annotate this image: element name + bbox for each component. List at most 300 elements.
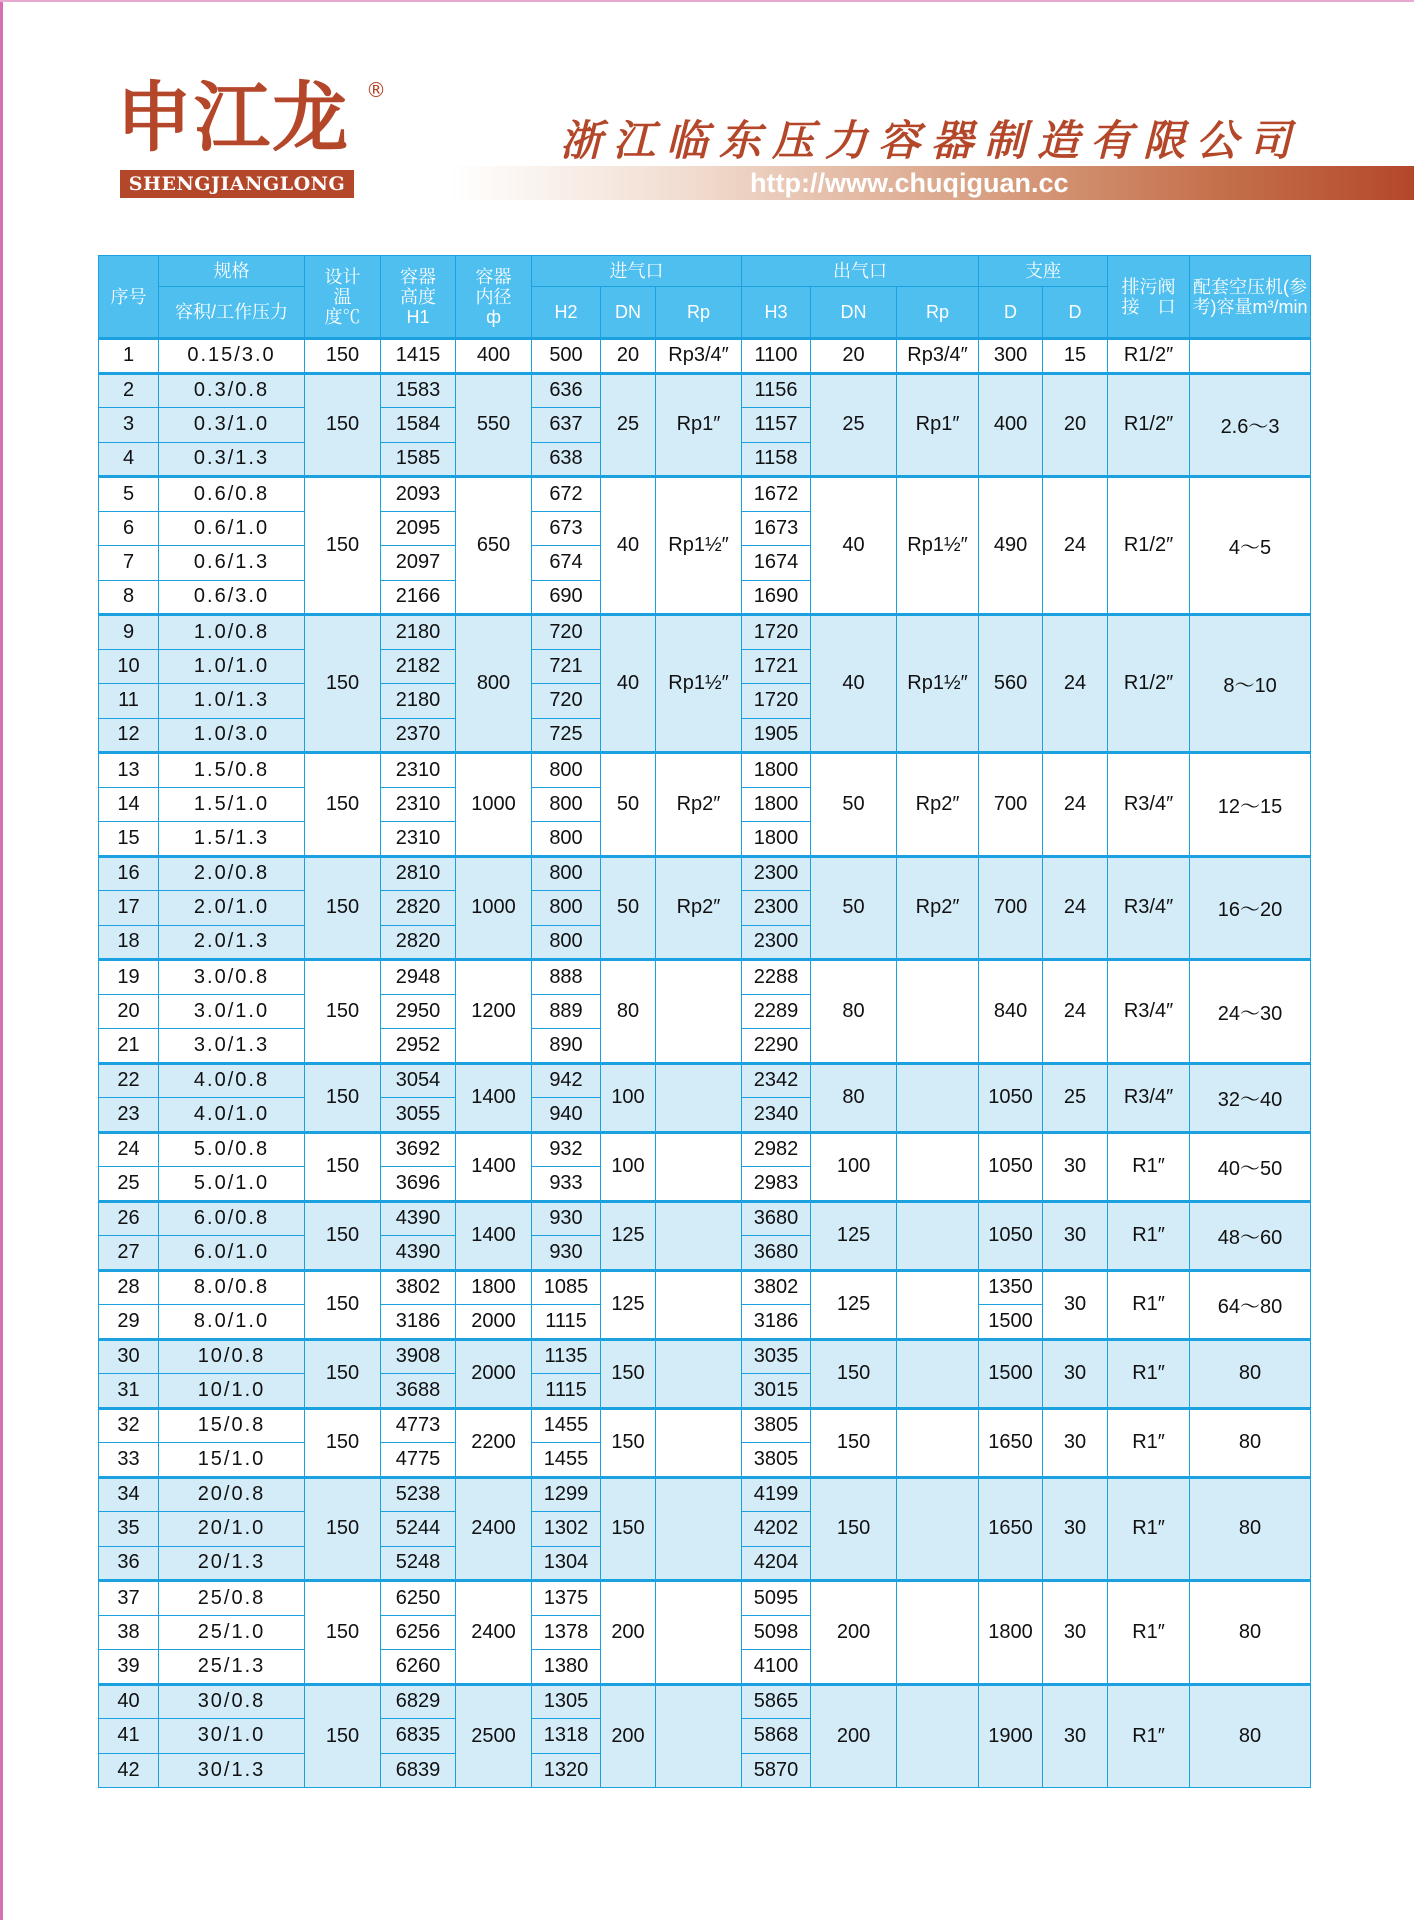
header-rp-in: Rp	[656, 287, 742, 339]
cell-no: 30	[99, 1339, 159, 1374]
cell-no: 33	[99, 1443, 159, 1478]
cell-dn-out: 50	[811, 856, 897, 960]
table-body	[99, 339, 1311, 1788]
table-row	[99, 373, 1311, 408]
cell-h1: 1415	[381, 339, 456, 374]
cell-dn-out: 200	[811, 1684, 897, 1788]
cell-h2: 638	[532, 442, 601, 477]
cell-h2: 800	[532, 891, 601, 926]
cell-d2: 25	[1043, 1063, 1108, 1132]
cell-dn-in: 40	[601, 615, 656, 753]
cell-rp-out: Rp1½″	[897, 615, 979, 753]
cell-no: 28	[99, 1270, 159, 1305]
header-rp-out: Rp	[897, 287, 979, 339]
cell-no: 16	[99, 856, 159, 891]
cell-d2: 30	[1043, 1684, 1108, 1788]
cell-spec: 0.6/1.0	[159, 511, 305, 546]
cell-no: 4	[99, 442, 159, 477]
cell-h1: 1585	[381, 442, 456, 477]
cell-drain: R1″	[1108, 1408, 1190, 1477]
cell-drain: R1/2″	[1108, 615, 1190, 753]
cell-temp: 150	[305, 1270, 381, 1339]
cell-rp-in	[656, 1339, 742, 1408]
cell-h2: 673	[532, 511, 601, 546]
table-row	[99, 1270, 1311, 1305]
cell-comp: 32～40	[1190, 1063, 1311, 1132]
header-support: 支座	[979, 256, 1108, 287]
cell-h2: 500	[532, 339, 601, 374]
cell-drain: R1/2″	[1108, 373, 1190, 477]
table-row	[99, 615, 1311, 650]
cell-spec: 1.5/0.8	[159, 753, 305, 788]
specification-table	[98, 255, 1311, 1788]
cell-h2: 690	[532, 580, 601, 615]
cell-h1: 3692	[381, 1132, 456, 1167]
cell-d1: 1500	[979, 1305, 1043, 1340]
cell-comp: 2.6～3	[1190, 373, 1311, 477]
cell-spec: 10/1.0	[159, 1374, 305, 1409]
cell-h3: 2340	[742, 1098, 811, 1133]
cell-spec: 4.0/1.0	[159, 1098, 305, 1133]
cell-h2: 1320	[532, 1753, 601, 1788]
header-diameter: 容器内径ф	[456, 256, 532, 339]
cell-spec: 0.3/1.0	[159, 408, 305, 443]
cell-h1: 3055	[381, 1098, 456, 1133]
cell-dn-in: 150	[601, 1408, 656, 1477]
cell-spec: 0.3/1.3	[159, 442, 305, 477]
cell-d2: 24	[1043, 753, 1108, 857]
cell-spec: 20/1.0	[159, 1512, 305, 1547]
cell-dia: 1200	[456, 960, 532, 1064]
cell-d1: 840	[979, 960, 1043, 1064]
cell-dn-in: 50	[601, 856, 656, 960]
cell-dn-out: 200	[811, 1581, 897, 1685]
cell-rp-out: Rp2″	[897, 856, 979, 960]
table-row	[99, 1063, 1311, 1098]
cell-h1: 1584	[381, 408, 456, 443]
cell-h2: 800	[532, 856, 601, 891]
cell-rp-out	[897, 1581, 979, 1685]
cell-h1: 4390	[381, 1236, 456, 1271]
cell-h3: 1720	[742, 684, 811, 719]
cell-h1: 2097	[381, 546, 456, 581]
cell-h3: 2289	[742, 994, 811, 1029]
cell-h3: 2290	[742, 1029, 811, 1064]
cell-spec: 6.0/1.0	[159, 1236, 305, 1271]
cell-h1: 2310	[381, 822, 456, 857]
brand-logo-en: SHENGJIANGLONG	[120, 170, 354, 198]
cell-rp-out	[897, 1132, 979, 1201]
cell-h1: 3696	[381, 1167, 456, 1202]
cell-rp-out	[897, 1270, 979, 1339]
cell-h1: 1583	[381, 373, 456, 408]
cell-dn-in: 125	[601, 1201, 656, 1270]
cell-rp-in	[656, 960, 742, 1064]
cell-h1: 5238	[381, 1477, 456, 1512]
cell-h3: 2300	[742, 925, 811, 960]
cell-comp: 80	[1190, 1339, 1311, 1408]
cell-h1: 2948	[381, 960, 456, 995]
cell-h1: 2093	[381, 477, 456, 512]
cell-d1: 700	[979, 856, 1043, 960]
header-inlet: 进气口	[532, 256, 742, 287]
cell-h3: 5095	[742, 1581, 811, 1616]
cell-spec: 20/1.3	[159, 1546, 305, 1581]
header-compressor: 配套空压机(参考)容量m³/min	[1190, 256, 1311, 339]
cell-spec: 30/1.3	[159, 1753, 305, 1788]
cell-h1: 2950	[381, 994, 456, 1029]
cell-no: 11	[99, 684, 159, 719]
cell-h2: 1115	[532, 1374, 601, 1409]
cell-drain: R1″	[1108, 1581, 1190, 1685]
brand-logo-cn: 申江龙	[116, 73, 350, 162]
table-row	[99, 1201, 1311, 1236]
cell-temp: 150	[305, 1339, 381, 1408]
table-row	[99, 960, 1311, 995]
cell-h2: 720	[532, 615, 601, 650]
cell-dn-out: 125	[811, 1201, 897, 1270]
cell-dn-in: 80	[601, 960, 656, 1064]
cell-d1: 560	[979, 615, 1043, 753]
cell-dn-in: 50	[601, 753, 656, 857]
cell-h1: 5244	[381, 1512, 456, 1547]
cell-h3: 2982	[742, 1132, 811, 1167]
cell-d2: 30	[1043, 1201, 1108, 1270]
cell-drain: R3/4″	[1108, 856, 1190, 960]
cell-comp: 8～10	[1190, 615, 1311, 753]
cell-d1: 1650	[979, 1408, 1043, 1477]
cell-rp-in	[656, 1132, 742, 1201]
header-height: 容器高度H1	[381, 256, 456, 339]
cell-spec: 2.0/1.3	[159, 925, 305, 960]
cell-h3: 1690	[742, 580, 811, 615]
cell-h2: 672	[532, 477, 601, 512]
cell-spec: 20/0.8	[159, 1477, 305, 1512]
cell-no: 34	[99, 1477, 159, 1512]
cell-temp: 150	[305, 339, 381, 374]
page-edge-left	[0, 0, 3, 1920]
website-url[interactable]: http://www.chuqiguan.cc	[750, 168, 1069, 198]
cell-h3: 5098	[742, 1615, 811, 1650]
cell-h1: 3688	[381, 1374, 456, 1409]
cell-no: 22	[99, 1063, 159, 1098]
header-outlet: 出气口	[742, 256, 979, 287]
cell-d1: 1500	[979, 1339, 1043, 1408]
cell-spec: 8.0/1.0	[159, 1305, 305, 1340]
table-row	[99, 1581, 1311, 1616]
cell-h1: 6835	[381, 1719, 456, 1754]
cell-h2: 1304	[532, 1546, 601, 1581]
cell-h3: 1100	[742, 339, 811, 374]
table-row	[99, 1132, 1311, 1167]
cell-no: 8	[99, 580, 159, 615]
cell-spec: 0.6/1.3	[159, 546, 305, 581]
cell-no: 32	[99, 1408, 159, 1443]
cell-h2: 1455	[532, 1408, 601, 1443]
header-spec-group: 规格	[159, 256, 305, 287]
cell-drain: R1″	[1108, 1684, 1190, 1788]
cell-spec: 2.0/1.0	[159, 891, 305, 926]
cell-rp-in	[656, 1063, 742, 1132]
cell-no: 2	[99, 373, 159, 408]
cell-no: 26	[99, 1201, 159, 1236]
cell-dn-in: 200	[601, 1684, 656, 1788]
cell-h2: 725	[532, 718, 601, 753]
cell-h2: 636	[532, 373, 601, 408]
cell-h2: 888	[532, 960, 601, 995]
page-edge-top	[0, 0, 1414, 2]
cell-no: 3	[99, 408, 159, 443]
cell-rp-in: Rp2″	[656, 753, 742, 857]
cell-drain: R1″	[1108, 1201, 1190, 1270]
cell-no: 38	[99, 1615, 159, 1650]
cell-d1: 1050	[979, 1132, 1043, 1201]
cell-h2: 890	[532, 1029, 601, 1064]
cell-spec: 0.6/0.8	[159, 477, 305, 512]
cell-temp: 150	[305, 753, 381, 857]
cell-dn-in: 150	[601, 1339, 656, 1408]
cell-no: 36	[99, 1546, 159, 1581]
cell-spec: 3.0/1.0	[159, 994, 305, 1029]
cell-h1: 2370	[381, 718, 456, 753]
cell-h1: 5248	[381, 1546, 456, 1581]
registered-mark: ®	[366, 78, 386, 102]
cell-dn-in: 100	[601, 1132, 656, 1201]
cell-spec: 3.0/0.8	[159, 960, 305, 995]
cell-h2: 933	[532, 1167, 601, 1202]
cell-comp: 80	[1190, 1408, 1311, 1477]
cell-dia: 650	[456, 477, 532, 615]
cell-temp: 150	[305, 477, 381, 615]
cell-h3: 3680	[742, 1236, 811, 1271]
cell-h2: 889	[532, 994, 601, 1029]
cell-spec: 30/1.0	[159, 1719, 305, 1754]
cell-no: 23	[99, 1098, 159, 1133]
cell-no: 18	[99, 925, 159, 960]
cell-h3: 3035	[742, 1339, 811, 1374]
cell-spec: 1.0/1.3	[159, 684, 305, 719]
cell-no: 37	[99, 1581, 159, 1616]
cell-rp-out	[897, 1408, 979, 1477]
cell-h3: 1672	[742, 477, 811, 512]
cell-dn-out: 80	[811, 960, 897, 1064]
cell-h1: 3802	[381, 1270, 456, 1305]
cell-no: 14	[99, 787, 159, 822]
cell-spec: 6.0/0.8	[159, 1201, 305, 1236]
cell-spec: 0.3/0.8	[159, 373, 305, 408]
cell-drain: R3/4″	[1108, 753, 1190, 857]
cell-dn-in: 100	[601, 1063, 656, 1132]
cell-h2: 637	[532, 408, 601, 443]
cell-h3: 2342	[742, 1063, 811, 1098]
cell-dia: 2200	[456, 1408, 532, 1477]
cell-spec: 5.0/1.0	[159, 1167, 305, 1202]
cell-h3: 1800	[742, 753, 811, 788]
cell-temp: 150	[305, 1581, 381, 1685]
cell-comp	[1190, 339, 1311, 374]
cell-spec: 0.15/3.0	[159, 339, 305, 374]
cell-temp: 150	[305, 1201, 381, 1270]
cell-spec: 1.0/3.0	[159, 718, 305, 753]
cell-spec: 10/0.8	[159, 1339, 305, 1374]
cell-dia: 2000	[456, 1305, 532, 1340]
cell-d1: 300	[979, 339, 1043, 374]
cell-h2: 930	[532, 1236, 601, 1271]
cell-d2: 30	[1043, 1581, 1108, 1685]
cell-temp: 150	[305, 1408, 381, 1477]
cell-dia: 2000	[456, 1339, 532, 1408]
header-dn-out: DN	[811, 287, 897, 339]
cell-h1: 6250	[381, 1581, 456, 1616]
cell-h3: 2288	[742, 960, 811, 995]
cell-no: 31	[99, 1374, 159, 1409]
cell-h2: 800	[532, 822, 601, 857]
cell-h1: 2180	[381, 684, 456, 719]
cell-spec: 5.0/0.8	[159, 1132, 305, 1167]
cell-rp-in	[656, 1684, 742, 1788]
cell-h3: 2300	[742, 891, 811, 926]
cell-h2: 1305	[532, 1684, 601, 1719]
cell-comp: 4～5	[1190, 477, 1311, 615]
cell-h3: 3680	[742, 1201, 811, 1236]
cell-h2: 1299	[532, 1477, 601, 1512]
cell-dn-out: 80	[811, 1063, 897, 1132]
cell-h3: 1673	[742, 511, 811, 546]
cell-h2: 1085	[532, 1270, 601, 1305]
cell-d1: 1350	[979, 1270, 1043, 1305]
cell-d2: 30	[1043, 1270, 1108, 1339]
cell-d1: 1900	[979, 1684, 1043, 1788]
cell-no: 10	[99, 649, 159, 684]
cell-spec: 2.0/0.8	[159, 856, 305, 891]
cell-dia: 1800	[456, 1270, 532, 1305]
table-row	[99, 1684, 1311, 1719]
cell-no: 19	[99, 960, 159, 995]
cell-spec: 1.5/1.0	[159, 787, 305, 822]
cell-dn-out: 150	[811, 1339, 897, 1408]
cell-no: 35	[99, 1512, 159, 1547]
cell-no: 5	[99, 477, 159, 512]
cell-spec: 15/1.0	[159, 1443, 305, 1478]
cell-drain: R1″	[1108, 1132, 1190, 1201]
cell-temp: 150	[305, 615, 381, 753]
cell-rp-in	[656, 1581, 742, 1685]
cell-dia: 1000	[456, 753, 532, 857]
cell-d2: 20	[1043, 373, 1108, 477]
cell-rp-out	[897, 1477, 979, 1581]
cell-dn-in: 125	[601, 1270, 656, 1339]
cell-h3: 2983	[742, 1167, 811, 1202]
cell-dia: 2400	[456, 1581, 532, 1685]
cell-dia: 400	[456, 339, 532, 374]
cell-h3: 2300	[742, 856, 811, 891]
cell-rp-out	[897, 1201, 979, 1270]
cell-comp: 16～20	[1190, 856, 1311, 960]
cell-spec: 30/0.8	[159, 1684, 305, 1719]
cell-h2: 674	[532, 546, 601, 581]
cell-dn-in: 200	[601, 1581, 656, 1685]
cell-h3: 4202	[742, 1512, 811, 1547]
cell-h1: 4773	[381, 1408, 456, 1443]
cell-rp-in: Rp1½″	[656, 477, 742, 615]
cell-h3: 3805	[742, 1408, 811, 1443]
cell-d1: 1050	[979, 1063, 1043, 1132]
cell-h1: 3054	[381, 1063, 456, 1098]
cell-dn-in: 40	[601, 477, 656, 615]
cell-h3: 3015	[742, 1374, 811, 1409]
cell-temp: 150	[305, 1132, 381, 1201]
cell-drain: R1/2″	[1108, 477, 1190, 615]
cell-rp-in	[656, 1477, 742, 1581]
cell-h3: 5870	[742, 1753, 811, 1788]
cell-d2: 24	[1043, 615, 1108, 753]
cell-no: 27	[99, 1236, 159, 1271]
table-row	[99, 753, 1311, 788]
cell-no: 7	[99, 546, 159, 581]
cell-h3: 1905	[742, 718, 811, 753]
header-drain: 排污阀接 口	[1108, 256, 1190, 339]
cell-h3: 1157	[742, 408, 811, 443]
cell-no: 15	[99, 822, 159, 857]
cell-h1: 2180	[381, 615, 456, 650]
cell-d1: 700	[979, 753, 1043, 857]
cell-h1: 6839	[381, 1753, 456, 1788]
cell-dn-out: 100	[811, 1132, 897, 1201]
cell-h2: 720	[532, 684, 601, 719]
cell-h2: 942	[532, 1063, 601, 1098]
cell-rp-in: Rp3/4″	[656, 339, 742, 374]
cell-temp: 150	[305, 1477, 381, 1581]
header-d1: D	[979, 287, 1043, 339]
cell-h2: 1302	[532, 1512, 601, 1547]
cell-rp-in	[656, 1201, 742, 1270]
cell-drain: R3/4″	[1108, 960, 1190, 1064]
cell-comp: 80	[1190, 1684, 1311, 1788]
cell-h3: 3805	[742, 1443, 811, 1478]
table-row	[99, 1408, 1311, 1443]
cell-h3: 3802	[742, 1270, 811, 1305]
cell-h2: 932	[532, 1132, 601, 1167]
cell-dn-out: 50	[811, 753, 897, 857]
cell-no: 17	[99, 891, 159, 926]
cell-temp: 150	[305, 1684, 381, 1788]
cell-h2: 1115	[532, 1305, 601, 1340]
table-row	[99, 1339, 1311, 1374]
cell-dn-out: 25	[811, 373, 897, 477]
cell-dia: 1400	[456, 1132, 532, 1201]
cell-no: 12	[99, 718, 159, 753]
cell-h1: 2166	[381, 580, 456, 615]
cell-spec: 25/1.0	[159, 1615, 305, 1650]
cell-spec: 1.5/1.3	[159, 822, 305, 857]
cell-rp-in	[656, 1270, 742, 1339]
header-h3: H3	[742, 287, 811, 339]
cell-drain: R1″	[1108, 1339, 1190, 1408]
cell-d2: 30	[1043, 1339, 1108, 1408]
cell-no: 21	[99, 1029, 159, 1064]
cell-h3: 1674	[742, 546, 811, 581]
cell-h2: 930	[532, 1201, 601, 1236]
cell-h1: 2310	[381, 787, 456, 822]
cell-h2: 721	[532, 649, 601, 684]
cell-temp: 150	[305, 1063, 381, 1132]
header-h2: H2	[532, 287, 601, 339]
cell-d1: 490	[979, 477, 1043, 615]
cell-no: 39	[99, 1650, 159, 1685]
cell-comp: 24～30	[1190, 960, 1311, 1064]
cell-rp-out	[897, 1063, 979, 1132]
cell-dn-in: 25	[601, 373, 656, 477]
